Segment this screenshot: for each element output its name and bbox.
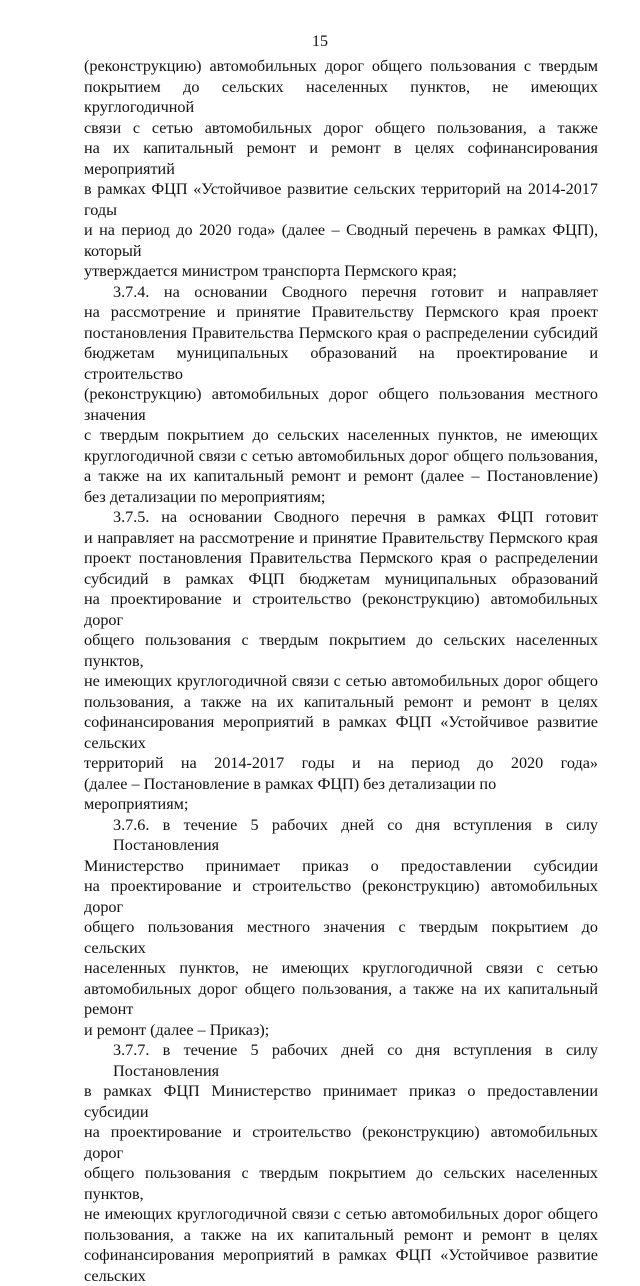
page-number: 15 [312,33,328,50]
text-line: а также на их капитальный ремонт и ремонт (далее – Постановление) [84,467,598,485]
text-line: общего пользования с твердым покрытием до сельских населенных пунктов, [84,1164,598,1203]
text-line: постановления Правительства Пермского края о распределении субсидий [84,323,598,342]
text-line: общего пользования с твердым покрытием до сельских населенных пунктов, [84,631,598,670]
paragraph [84,282,598,508]
text-line: на рассмотрение и принятие Правительству Пермского края проект [84,303,598,321]
text-line: и ремонт (далее – Приказ); [84,1020,270,1039]
text-line: 3.7.5. на основании Сводного перечня в рамках ФЦП готовит [113,508,598,526]
text-line: 3.7.6. в течение 5 рабочих дней со дня вступления в силу Постановления [113,815,598,854]
paragraph [84,507,598,815]
text-line: проект постановления Правительства Пермского края о распределении [84,549,598,567]
text-line: с твердым покрытием до сельских населенных пунктов, не имеющих [84,426,598,444]
text-line: утверждается министром транспорта Пермского края; [84,262,457,280]
text-line: (реконструкцию) автомобильных дорог общего пользования с твердым [84,57,598,75]
text-line: на проектирование и строительство (реконструкцию) автомобильных дорог [84,1123,598,1162]
text-line: 3.7.4. на основании Сводного перечня готовит и направляет [113,282,598,301]
text-line: субсидий в рамках ФЦП бюджетам муниципальных образований [84,569,598,588]
text-line: и направляет на рассмотрение и принятие Правительству Пермского края [84,528,598,547]
text-line: Министерство принимает приказ о предоставлении субсидии [84,856,598,875]
text-line: на проектирование и строительство (реконструкцию) автомобильных дорог [84,590,598,629]
text-line: софинансирования мероприятий в рамках ФЦП «Устойчивое развитие сельских [84,1246,598,1285]
text-line: без детализации по мероприятиям; [84,487,326,506]
text-line: софинансирования мероприятий в рамках ФЦП «Устойчивое развитие сельских [84,713,598,752]
text-line: пользования, а также на их капитальный ремонт и ремонт в целях [84,692,598,711]
text-line: в рамках ФЦП «Устойчивое развитие сельских территорий на 2014-2017 годы [84,180,598,219]
text-line: (далее – Постановление в рамках ФЦП) без детализации по мероприятиям; [84,774,497,813]
text-line: пользования, а также на их капитальный ремонт и ремонт в целях [84,1225,598,1244]
text-line: на проектирование и строительство (реконструкцию) автомобильных дорог [84,877,598,916]
paragraph [84,1040,598,1286]
text-line: и на период до 2020 года» (далее – Сводный перечень в рамках ФЦП), который [84,221,598,260]
text-line: не имеющих круглогодичной связи с сетью автомобильных дорог общего [84,1205,598,1223]
text-line: автомобильных дорог общего пользования, а также на их капитальный ремонт [84,979,598,1018]
text-line: круглогодичной связи с сетью автомобильных дорог общего пользования, [84,446,598,465]
text-line: общего пользования местного значения с твердым покрытием до сельских [84,918,598,957]
paragraph [84,56,598,282]
text-line: в рамках ФЦП Министерство принимает приказ о предоставлении субсидии [84,1082,598,1121]
text-line: территорий на 2014-2017 годы и на период до 2020 года» [84,754,598,772]
document-body [84,56,598,1286]
text-line: (реконструкцию) автомобильных дорог общего пользования местного значения [84,385,598,424]
text-line: 3.7.7. в течение 5 рабочих дней со дня вступления в силу Постановления [113,1041,598,1080]
paragraph [84,815,598,1041]
text-line: бюджетам муниципальных образований на проектирование и строительство [84,344,598,383]
text-line: не имеющих круглогодичной связи с сетью автомобильных дорог общего [84,672,598,690]
text-line: населенных пунктов, не имеющих круглогодичной связи с сетью [84,959,598,977]
text-line: покрытием до сельских населенных пунктов, не имеющих круглогодичной [84,77,598,116]
text-line: на их капитальный ремонт и ремонт в целях софинансирования мероприятий [84,139,598,178]
text-line: связи с сетью автомобильных дорог общего пользования, а также [84,118,598,137]
